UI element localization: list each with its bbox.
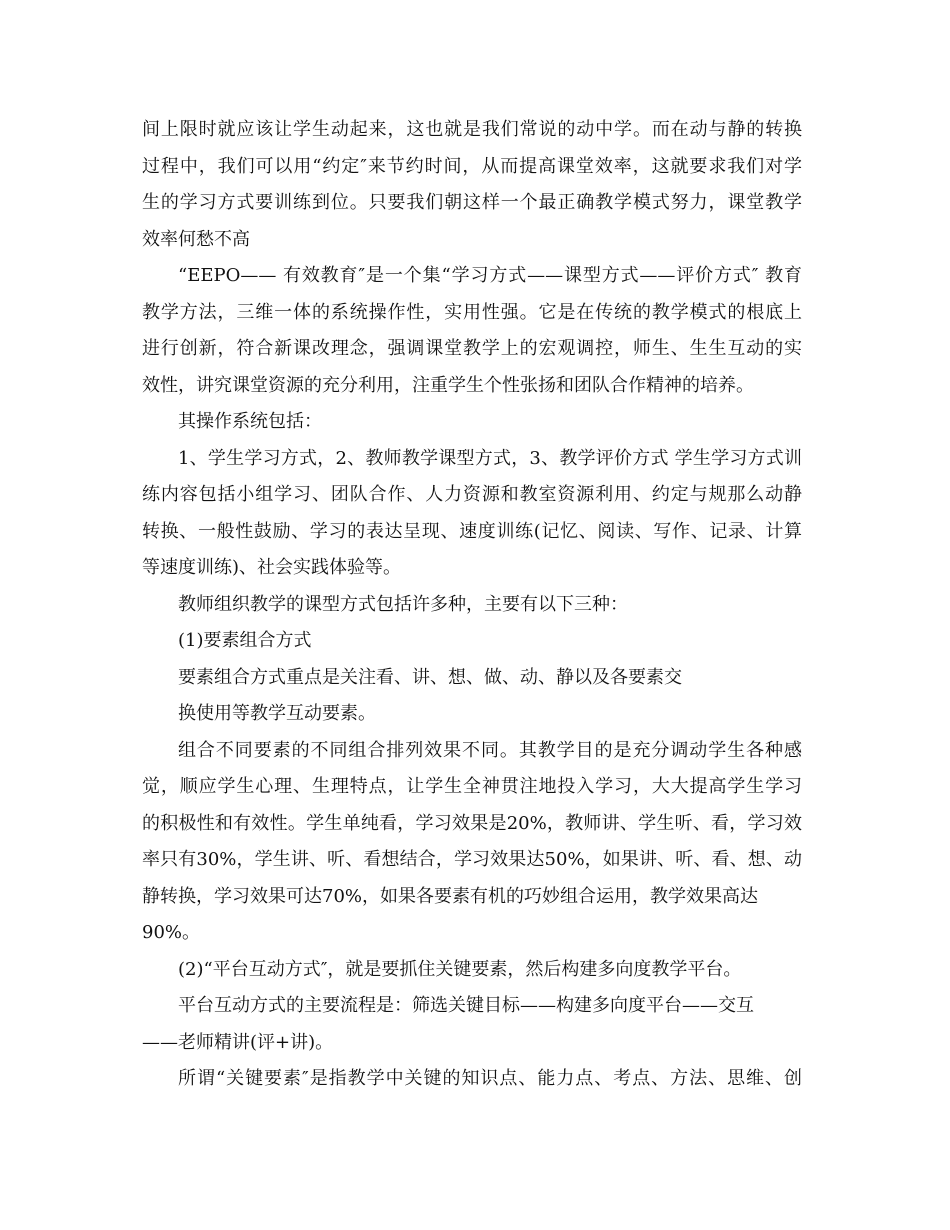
text-line: “EEPO—— 有效教育″是一个集“学习方式——课型方式——评价方式″ 教育 — [178, 265, 802, 286]
text-line: 进行创新，符合新课改理念，强调课堂教学上的宏观调控，师生、生生互动的实 — [142, 338, 802, 359]
text-line: 生的学习方式要训练到位。只要我们朝这样一个最正确教学模式努力，课堂教学 — [142, 192, 802, 213]
text-line: 90%。 — [142, 922, 201, 943]
text-line: 转换、一般性鼓励、学习的表达呈现、速度训练(记忆、阅读、写作、记录、计算 — [142, 520, 802, 542]
text-line: 1、学生学习方式，2、教师教学课型方式，3、教学评价方式 学生学习方式训 — [178, 447, 802, 469]
text-line: 等速度训练)、社会实践体验等。 — [142, 557, 402, 578]
text-line: 教师组织教学的课型方式包括许多种，主要有以下三种： — [178, 593, 628, 615]
text-line: 所谓“关键要素″是指教学中关键的知识点、能力点、考点、方法、思维、创 — [178, 1068, 802, 1089]
text-line: 率只有30%，学生讲、听、看想结合，学习效果达50%，如果讲、听、看、想、动 — [142, 849, 802, 870]
text-line: 要素组合方式重点是关注看、讲、想、做、动、静以及各要素交 — [178, 666, 682, 688]
text-line: 练内容包括小组学习、团队合作、人力资源和教室资源利用、约定与规那么动静 — [142, 484, 802, 505]
text-line: (1)要素组合方式 — [178, 630, 312, 651]
text-line: 静转换，学习效果可达70%，如果各要素有机的巧妙组合运用，教学效果高达 — [142, 885, 759, 907]
text-line: 平台互动方式的主要流程是：筛选关键目标——构建多向度平台——交互 — [178, 995, 754, 1016]
text-line: 组合不同要素的不同组合排列效果不同。其教学目的是充分调动学生各种感 — [178, 739, 802, 761]
text-line: 觉，顺应学生心理、生理特点，让学生全神贯注地投入学习，大大提高学生学习 — [142, 776, 802, 797]
text-line: 换使用等教学互动要素。 — [178, 703, 376, 724]
document-page — [142, 112, 802, 1098]
text-line: 间上限时就应该让学生动起来，这也就是我们常说的动中学。而在动与静的转换 — [142, 119, 802, 140]
text-line: 其操作系统包括： — [178, 411, 322, 432]
text-line: ——老师精讲(评+讲)。 — [142, 1031, 334, 1053]
text-line: 效性，讲究课堂资源的充分利用，注重学生个性张扬和团队合作精神的培养。 — [142, 374, 754, 396]
text-line: 过程中，我们可以用“约定″来节约时间，从而提高课堂效率，这就要求我们对学 — [142, 155, 802, 177]
text-line: 的积极性和有效性。学生单纯看，学习效果是20%，教师讲、学生听、看，学习效 — [142, 812, 802, 834]
text-line: 效率何愁不高 — [142, 228, 250, 250]
text-line: (2)“平台互动方式″，就是要抓住关键要素，然后构建多向度教学平台。 — [178, 958, 742, 980]
text-line: 教学方法，三维一体的系统操作性，实用性强。它是在传统的教学模式的根底上 — [142, 301, 802, 323]
